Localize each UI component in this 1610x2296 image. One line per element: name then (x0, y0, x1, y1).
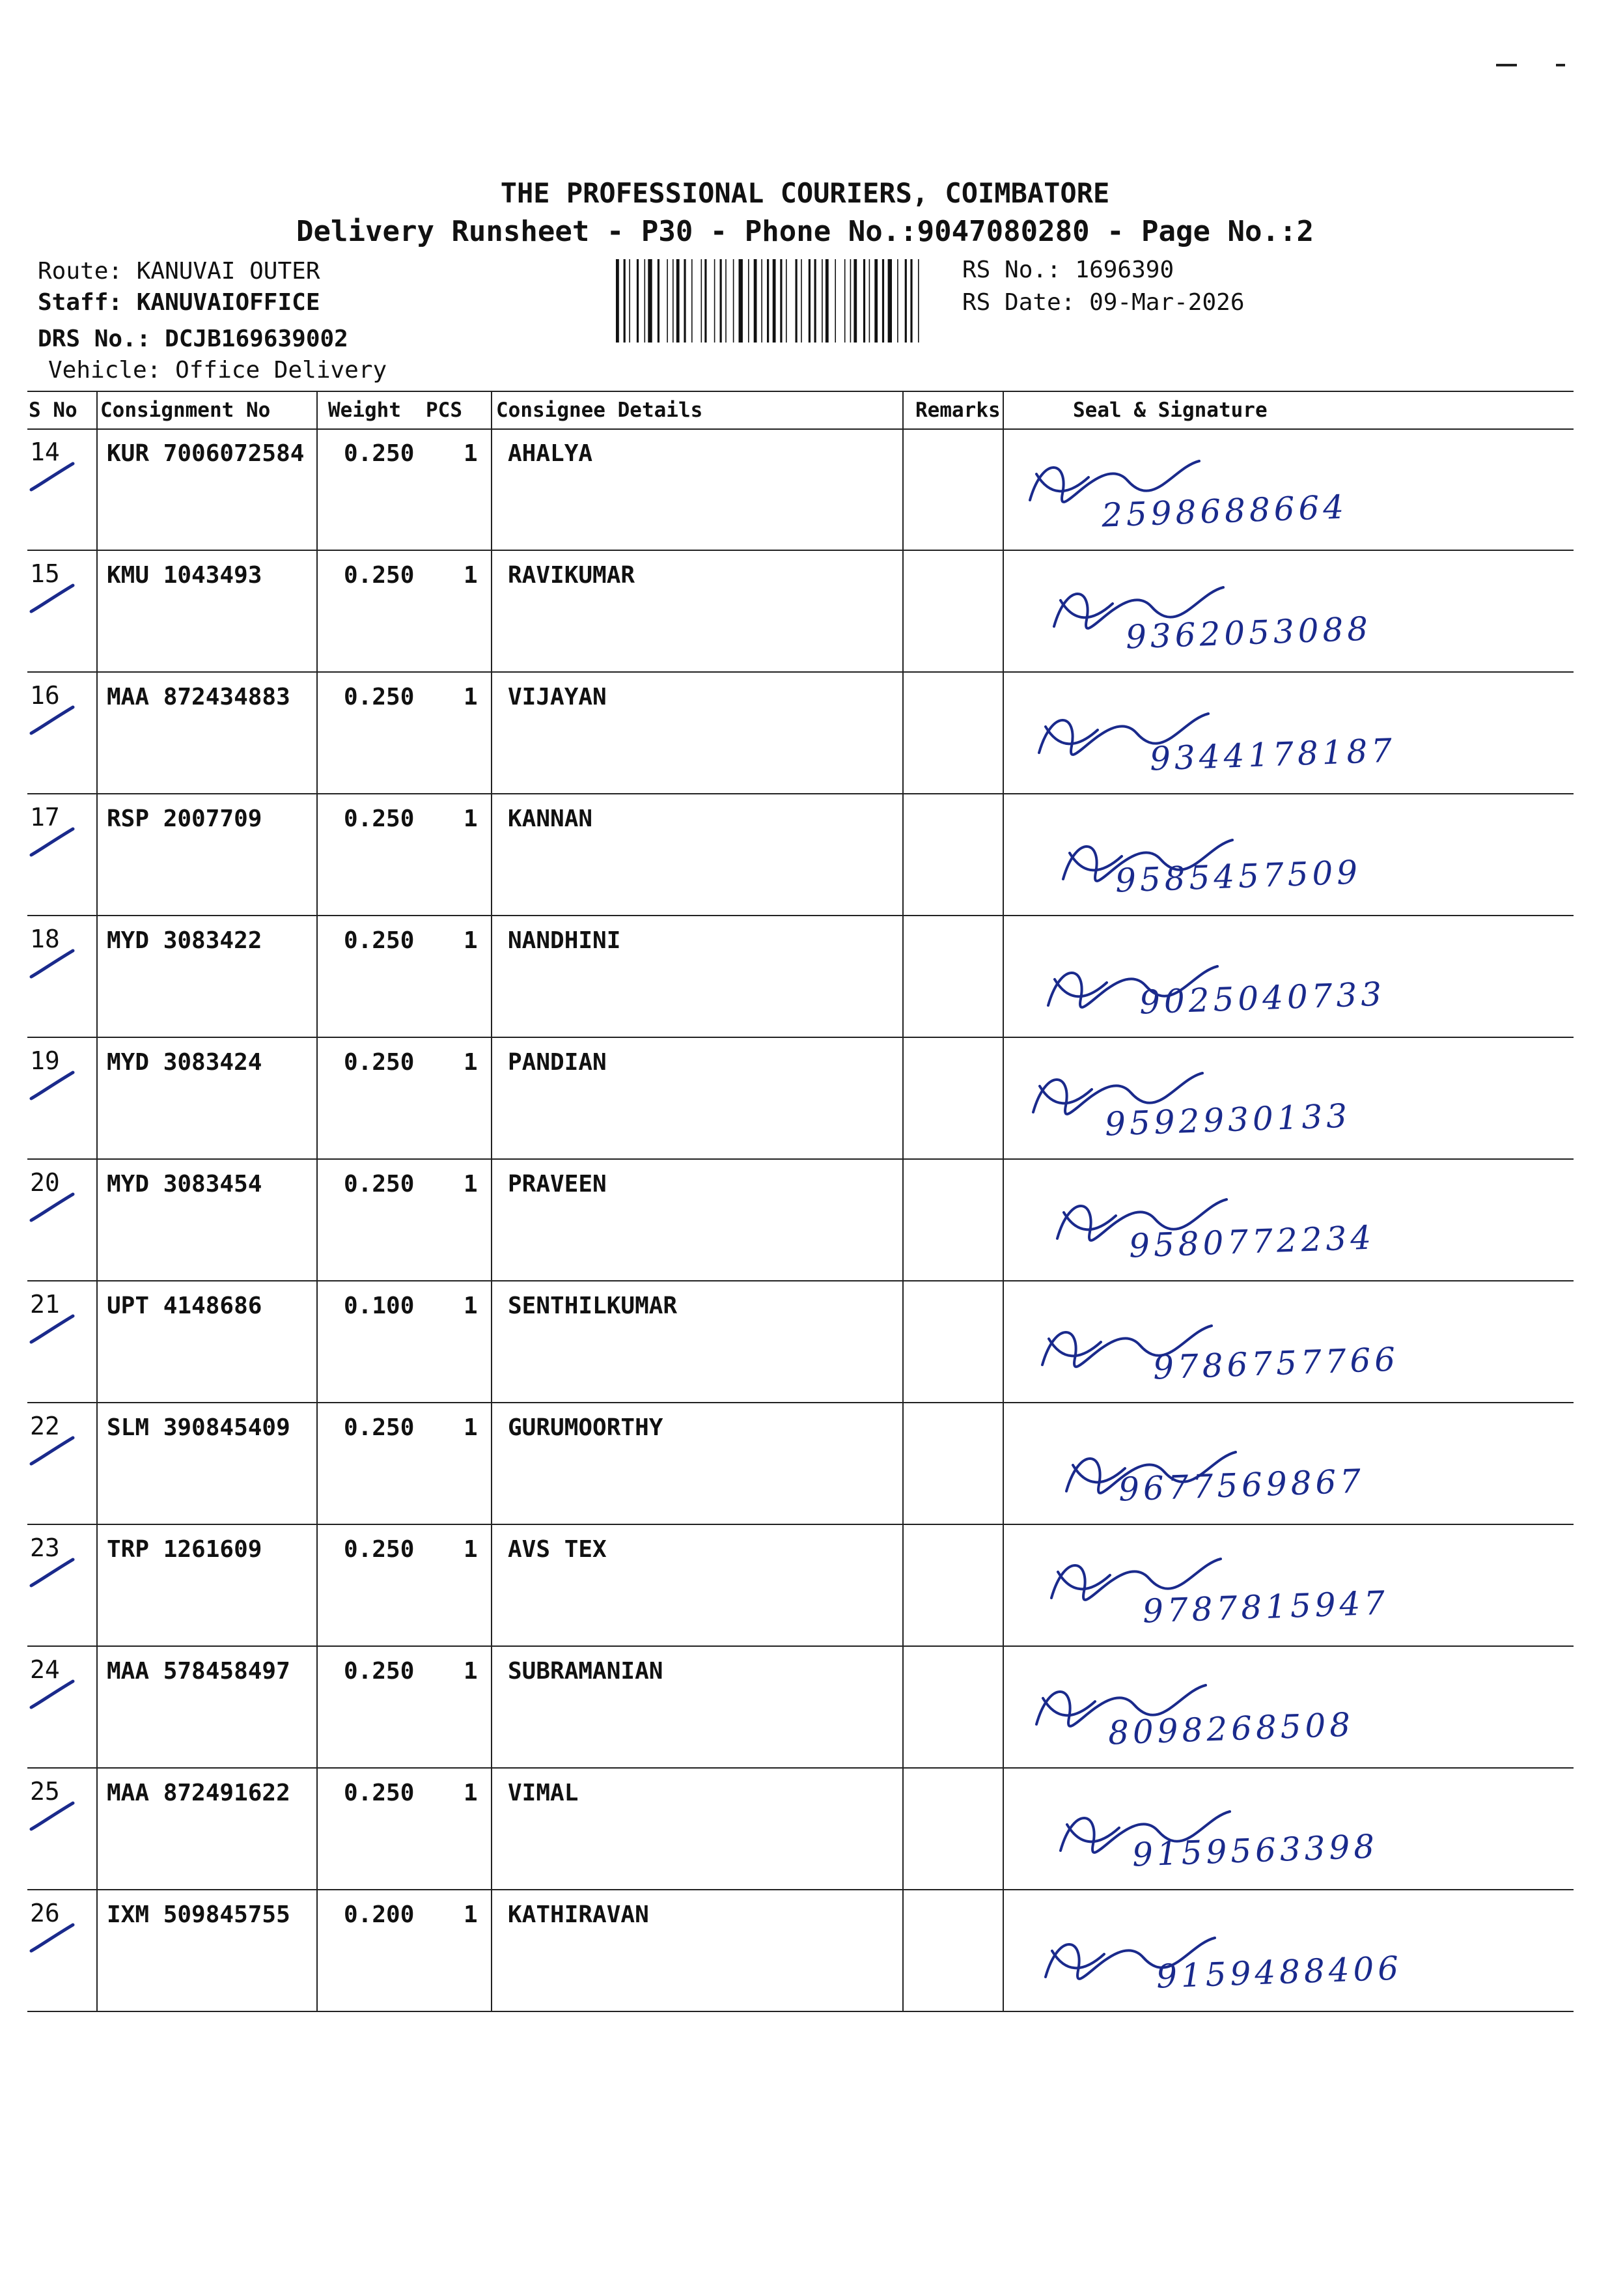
handwritten-phone: 9787815947 (1142, 1584, 1390, 1631)
signature (1004, 1159, 1564, 1281)
handwritten-phone: 2598688664 (1101, 488, 1349, 535)
pcs-cell: 1 (464, 1171, 478, 1197)
table-row (27, 1403, 1574, 1524)
table-row (27, 1159, 1574, 1281)
sno-cell: 15 (30, 559, 60, 588)
consignee-cell: AHALYA (508, 440, 593, 467)
consignee-cell: KATHIRAVAN (508, 1901, 649, 1928)
consignee-cell: AVS TEX (508, 1536, 607, 1563)
table-row (27, 1768, 1574, 1890)
sno-cell: 24 (30, 1655, 60, 1684)
pcs-cell: 1 (464, 562, 478, 589)
table-row (27, 1646, 1574, 1768)
checkmark-icon (27, 1433, 79, 1472)
sno-cell: 18 (30, 925, 60, 953)
handwritten-phone: 9159488406 (1156, 1949, 1404, 1996)
col-header-consignment: Consignment No (100, 399, 271, 422)
rs-date-line: RS Date: 09-Mar-2026 (962, 289, 1245, 316)
row-divider (27, 2011, 1574, 2012)
consignment-no-cell: SLM 390845409 (107, 1414, 290, 1441)
weight-cell: 0.250 (344, 1049, 415, 1076)
route-value: KANUVAI OUTER (136, 258, 320, 285)
drs-value: DCJB169639002 (165, 326, 348, 352)
signature (1004, 672, 1564, 794)
checkmark-icon (27, 945, 79, 985)
barcode (616, 259, 956, 343)
signature (1004, 1281, 1564, 1403)
signature (1004, 1524, 1564, 1646)
signature (1004, 1646, 1564, 1768)
weight-cell: 0.100 (344, 1293, 415, 1319)
consignee-cell: SENTHILKUMAR (508, 1293, 678, 1319)
signature (1004, 794, 1564, 916)
checkmark-icon (27, 824, 79, 863)
weight-cell: 0.250 (344, 1658, 415, 1685)
checkmark-icon (27, 1920, 79, 1959)
table-row (27, 672, 1574, 794)
consignee-cell: SUBRAMANIAN (508, 1658, 663, 1685)
consignment-no-cell: MYD 3083424 (107, 1049, 262, 1076)
pcs-cell: 1 (464, 927, 478, 954)
consignee-cell: PRAVEEN (508, 1171, 607, 1197)
consignee-cell: KANNAN (508, 805, 593, 832)
signature (1004, 1768, 1564, 1890)
col-header-consignee: Consignee Details (496, 399, 703, 422)
company-title: THE PROFESSIONAL COURIERS, COIMBATORE (500, 177, 1110, 209)
table-row (27, 1890, 1574, 2011)
col-header-pcs: PCS (426, 399, 462, 422)
checkmark-icon (27, 1798, 79, 1837)
table-row (27, 428, 1574, 550)
checkmark-icon (27, 1189, 79, 1228)
staff-line: Staff: KANUVAIOFFICE (38, 289, 320, 316)
pcs-cell: 1 (464, 1049, 478, 1076)
consignee-cell: GURUMOORTHY (508, 1414, 663, 1441)
route-line: Route: KANUVAI OUTER (38, 258, 320, 285)
checkmark-icon (27, 1554, 79, 1593)
weight-cell: 0.250 (344, 1536, 415, 1563)
runsheet-subtitle: Delivery Runsheet - P30 - Phone No.:9047080280 - Page No.:2 (296, 215, 1314, 248)
signature (1004, 1403, 1564, 1524)
handwritten-phone: 8098268508 (1107, 1705, 1355, 1752)
pcs-cell: 1 (464, 805, 478, 832)
pcs-cell: 1 (464, 440, 478, 467)
sno-cell: 14 (30, 438, 60, 466)
signature (1004, 428, 1564, 550)
pcs-cell: 1 (464, 1780, 478, 1806)
consignment-no-cell: UPT 4148686 (107, 1293, 262, 1319)
checkmark-icon (27, 1676, 79, 1715)
consignment-no-cell: RSP 2007709 (107, 805, 262, 832)
handwritten-phone: 9786757766 (1152, 1340, 1400, 1387)
table-row (27, 794, 1574, 916)
pcs-cell: 1 (464, 1901, 478, 1928)
signature (1004, 1890, 1564, 2011)
vehicle-line: Vehicle: Office Delivery (48, 357, 387, 384)
checkmark-icon (27, 702, 79, 741)
checkmark-icon (27, 1311, 79, 1350)
consignment-no-cell: KMU 1043493 (107, 562, 262, 589)
sno-cell: 20 (30, 1168, 60, 1197)
consignee-cell: VIMAL (508, 1780, 579, 1806)
handwritten-phone: 9159563398 (1131, 1827, 1380, 1874)
signature (1004, 1037, 1564, 1159)
handwritten-phone: 9592930133 (1104, 1097, 1352, 1143)
col-header-sno: S No (29, 399, 77, 422)
weight-cell: 0.250 (344, 440, 415, 467)
signature (1004, 550, 1564, 672)
table-top-rule (27, 391, 1574, 392)
consignee-cell: VIJAYAN (508, 684, 607, 710)
signature (1004, 916, 1564, 1037)
rs-no-line: RS No.: 1696390 (962, 257, 1174, 283)
pcs-cell: 1 (464, 1536, 478, 1563)
weight-cell: 0.250 (344, 684, 415, 710)
col-header-remarks: Remarks (915, 399, 1001, 422)
table-row (27, 916, 1574, 1037)
consignment-no-cell: TRP 1261609 (107, 1536, 262, 1563)
corner-mark (1556, 64, 1565, 66)
consignment-no-cell: MAA 578458497 (107, 1658, 290, 1685)
weight-cell: 0.250 (344, 1171, 415, 1197)
consignee-cell: RAVIKUMAR (508, 562, 635, 589)
drs-line: DRS No.: DCJB169639002 (38, 326, 348, 352)
table-row (27, 1037, 1574, 1159)
pcs-cell: 1 (464, 1293, 478, 1319)
handwritten-phone: 9585457509 (1115, 853, 1363, 900)
weight-cell: 0.200 (344, 1901, 415, 1928)
sno-cell: 21 (30, 1290, 60, 1319)
table-row (27, 1524, 1574, 1646)
weight-cell: 0.250 (344, 1780, 415, 1806)
handwritten-phone: 9362053088 (1125, 609, 1373, 656)
checkmark-icon (27, 1067, 79, 1106)
table-row (27, 550, 1574, 672)
sno-cell: 26 (30, 1899, 60, 1927)
col-header-weight: Weight (328, 399, 401, 422)
consignment-no-cell: MAA 872434883 (107, 684, 290, 710)
weight-cell: 0.250 (344, 927, 415, 954)
staff-value: KANUVAIOFFICE (136, 289, 320, 316)
checkmark-icon (27, 580, 79, 619)
checkmark-icon (27, 458, 79, 497)
consignment-no-cell: MYD 3083422 (107, 927, 262, 954)
consignment-no-cell: MYD 3083454 (107, 1171, 262, 1197)
weight-cell: 0.250 (344, 1414, 415, 1441)
table-row (27, 1281, 1574, 1403)
consignment-no-cell: MAA 872491622 (107, 1780, 290, 1806)
weight-cell: 0.250 (344, 562, 415, 589)
sno-cell: 25 (30, 1777, 60, 1806)
sno-cell: 16 (30, 681, 60, 710)
col-header-signature: Seal & Signature (1073, 399, 1268, 422)
rs-date-value: 09-Mar-2026 (1089, 289, 1245, 316)
sno-cell: 19 (30, 1046, 60, 1075)
consignee-cell: NANDHINI (508, 927, 621, 954)
pcs-cell: 1 (464, 1658, 478, 1685)
rs-no-value: 1696390 (1075, 257, 1174, 283)
consignee-cell: PANDIAN (508, 1049, 607, 1076)
sno-cell: 23 (30, 1533, 60, 1562)
sno-cell: 17 (30, 803, 60, 832)
pcs-cell: 1 (464, 1414, 478, 1441)
handwritten-phone: 9677569867 (1118, 1462, 1366, 1509)
corner-mark (1496, 64, 1517, 66)
consignment-no-cell: KUR 7006072584 (107, 440, 305, 467)
consignment-no-cell: IXM 509845755 (107, 1901, 290, 1928)
handwritten-phone: 9025040733 (1139, 975, 1387, 1022)
handwritten-phone: 9344178187 (1149, 731, 1397, 778)
pcs-cell: 1 (464, 684, 478, 710)
sno-cell: 22 (30, 1412, 60, 1440)
weight-cell: 0.250 (344, 805, 415, 832)
handwritten-phone: 9580772234 (1128, 1218, 1376, 1265)
vehicle-value: Office Delivery (175, 357, 387, 384)
